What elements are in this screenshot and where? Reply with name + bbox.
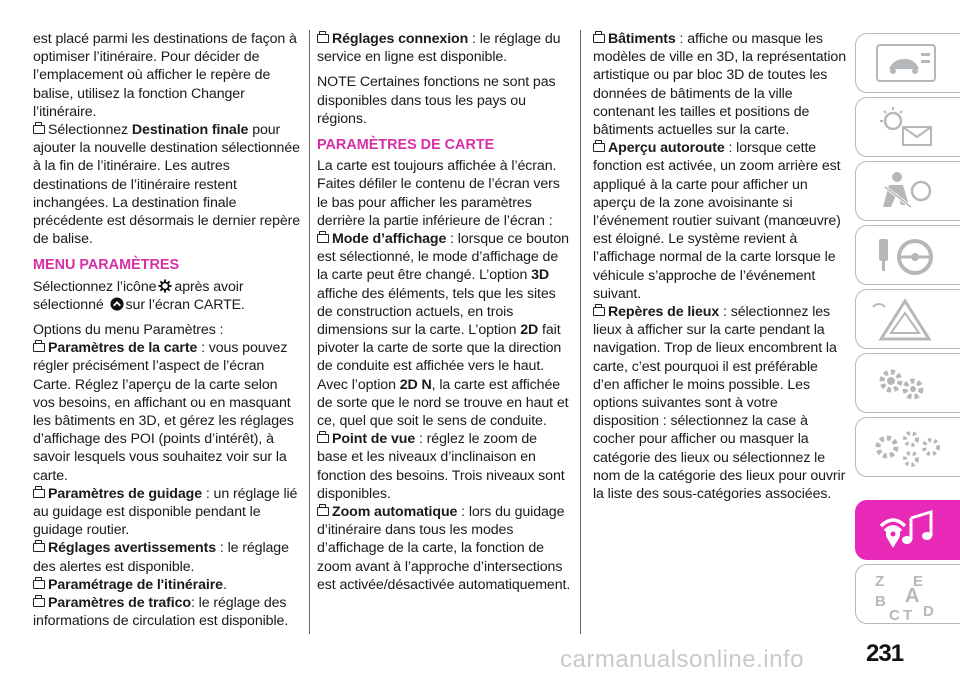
bullet-icon (33, 125, 45, 134)
paragraph: Sélectionnez Destination finale pour ajouter la nouvelle destination sélectionnée à la fin de l’itinéraire. Les autres destinations de l’itinéraire restent inchangées. La destination finale précédente est désormais le dernier repère de balise. (33, 122, 301, 248)
tab-multimedia[interactable] (855, 500, 960, 560)
section-heading: PARAMÈTRES DE CARTE (317, 137, 495, 154)
paragraph: Sélectionnez l’icône après avoir sélectionné sur l’écran CARTE. (33, 278, 245, 313)
page-number: 231 (866, 640, 904, 667)
bullet-icon (593, 34, 605, 43)
index-letter: B (875, 593, 886, 610)
bullet-icon (593, 307, 605, 316)
bullet-icon (33, 598, 45, 607)
paragraph: La carte est toujours affichée à l’écran. Faites défiler le contenu de l’écran vers le bas pour afficher les paramètres derrière la partie inférieure de l’écran : (317, 158, 560, 229)
tab-emergency[interactable] (855, 289, 960, 349)
bullet-icon (317, 434, 329, 443)
chevron-up-icon (110, 297, 124, 311)
emergency-triangle-icon (871, 297, 951, 343)
paragraph: est placé parmi les destinations de façon à optimiser l’itinéraire. Pour décider de l’emplacement où afficher le repère de balise, utilisez la fonction Changer l’itinéraire. (33, 31, 297, 120)
list-item: Zoom automatique : lors du guidage d’itinéraire dans tous les modes d’affichage de la carte, la fonction de zoom avant à l’approche d’intersections est activée/désactivée automatiquement. (317, 504, 571, 593)
bullet-icon (33, 343, 45, 352)
paragraph: Options du menu Paramètres : (33, 322, 224, 339)
watermark: carmanualsonline.info (560, 646, 804, 673)
column-divider (309, 30, 310, 634)
index-letter: T (903, 607, 913, 624)
tab-car-dashboard[interactable] (855, 33, 960, 93)
column-divider (580, 30, 581, 634)
section-heading: MENU PARAMÈTRES (33, 257, 180, 274)
bullet-icon (33, 489, 45, 498)
tab-key-steering-wheel[interactable] (855, 225, 960, 285)
text-column-2 (317, 30, 571, 594)
list-item: Mode d’affichage : lorsque ce bouton est sélectionné, le mode d’affichage de la carte peut être changé. L’option 3D affiche des éléments, tels que les sites de construction actuels, en trois dimensions sur la carte. L’option 2D fait pivoter la carte de sorte que la direction de conduite est affichée vers le haut. Avec l’option 2D N, la carte est affichée de sorte que le nord se trouve en haut et ce, quel que soit le sens de conduite. (317, 231, 569, 430)
bullet-icon (317, 234, 329, 243)
bullet-icon (33, 543, 45, 552)
multimedia-music-icon (871, 508, 951, 554)
key-steering-wheel-icon (871, 233, 951, 279)
list-item: Aperçu autoroute : lorsque cette fonction est activée, un zoom arrière est appliqué à la carte pour afficher un aperçu de la zone avoisinante si l’événement routier suivant (manœuvre) est éloigné. Le système revient à l’affichage normal de la carte lorsque le véhicule s’approche de l’événement suivant. (593, 140, 841, 302)
bullet-icon (593, 143, 605, 152)
text-column-1 (33, 30, 301, 631)
gear-icon (158, 279, 172, 293)
tab-maintenance[interactable] (855, 353, 960, 413)
list-item: Paramètres de trafico: le réglage des informations de circulation est disponible. (33, 595, 289, 630)
bullet-icon (317, 34, 329, 43)
list-item: Repères de lieux : sélectionnez les lieux à afficher sur la carte pendant la navigation. Trop de lieux encombrent la carte, c’est pourquoi il est préférable d’en afficher le moins possible. Les options suivantes sont à votre disposition : sélectionnez la case à cocher pour afficher ou masquer la catégorie des lieux ou sélectionnez le nom de la catégorie des lieux pour ouvrir la liste des sous-catégories associées. (593, 304, 846, 503)
list-item: Réglages connexion : le réglage du service en ligne est disponible. (317, 31, 561, 66)
list-item: Point de vue : réglez le zoom de base et les niveaux d’inclinaison en fonction des besoins. Trois niveaux sont disponibles. (317, 431, 565, 502)
index-letter: D (923, 603, 934, 620)
index-letters-icon (871, 572, 951, 624)
index-letter: Z (875, 573, 885, 590)
warning-lights-icon (871, 105, 951, 151)
index-letter: A (905, 585, 920, 607)
bullet-icon (317, 507, 329, 516)
tab-technical-data[interactable] (855, 417, 960, 477)
car-dashboard-icon (871, 41, 951, 87)
tab-warning-lights[interactable] (855, 97, 960, 157)
list-item: Paramétrage de l'itinéraire. (33, 576, 301, 594)
note: NOTE Certaines fonctions ne sont pas disponibles dans tous les pays ou régions. (317, 74, 556, 127)
technical-data-icon (871, 425, 951, 471)
airbag-seatbelt-icon (871, 169, 951, 215)
list-item: Bâtiments : affiche ou masque les modèles de ville en 3D, la représentation artistique ou par bloc 3D de toutes les données de bâtiments de la ville contenant les tailles et positions de bâtiments actuelles sur la carte. (593, 31, 847, 139)
list-item: Réglages avertissements : le réglage des alertes est disponible. (33, 540, 289, 575)
list-item: Paramètres de la carte : vous pouvez régler précisément l’aspect de l’écran Carte. Réglez l’aperçu de la carte selon vos besoins, en affichant ou en masquant les bâtiments en 3D, et gérez les réglages d’affichage des POI (points d’intérêt), à savoir lesquels vous souhaitez voir sur la carte. (33, 340, 294, 484)
tab-airbag-seatbelt[interactable] (855, 161, 960, 221)
bullet-icon (33, 580, 45, 589)
list-item: Paramètres de guidage : un réglage lié au guidage est disponible pendant le guidage routier. (33, 485, 298, 539)
tab-index[interactable] (855, 564, 960, 624)
maintenance-gears-icon (871, 361, 951, 407)
text-column-3 (593, 30, 847, 503)
index-letter: C (889, 607, 900, 624)
index-letter: E (913, 573, 924, 590)
